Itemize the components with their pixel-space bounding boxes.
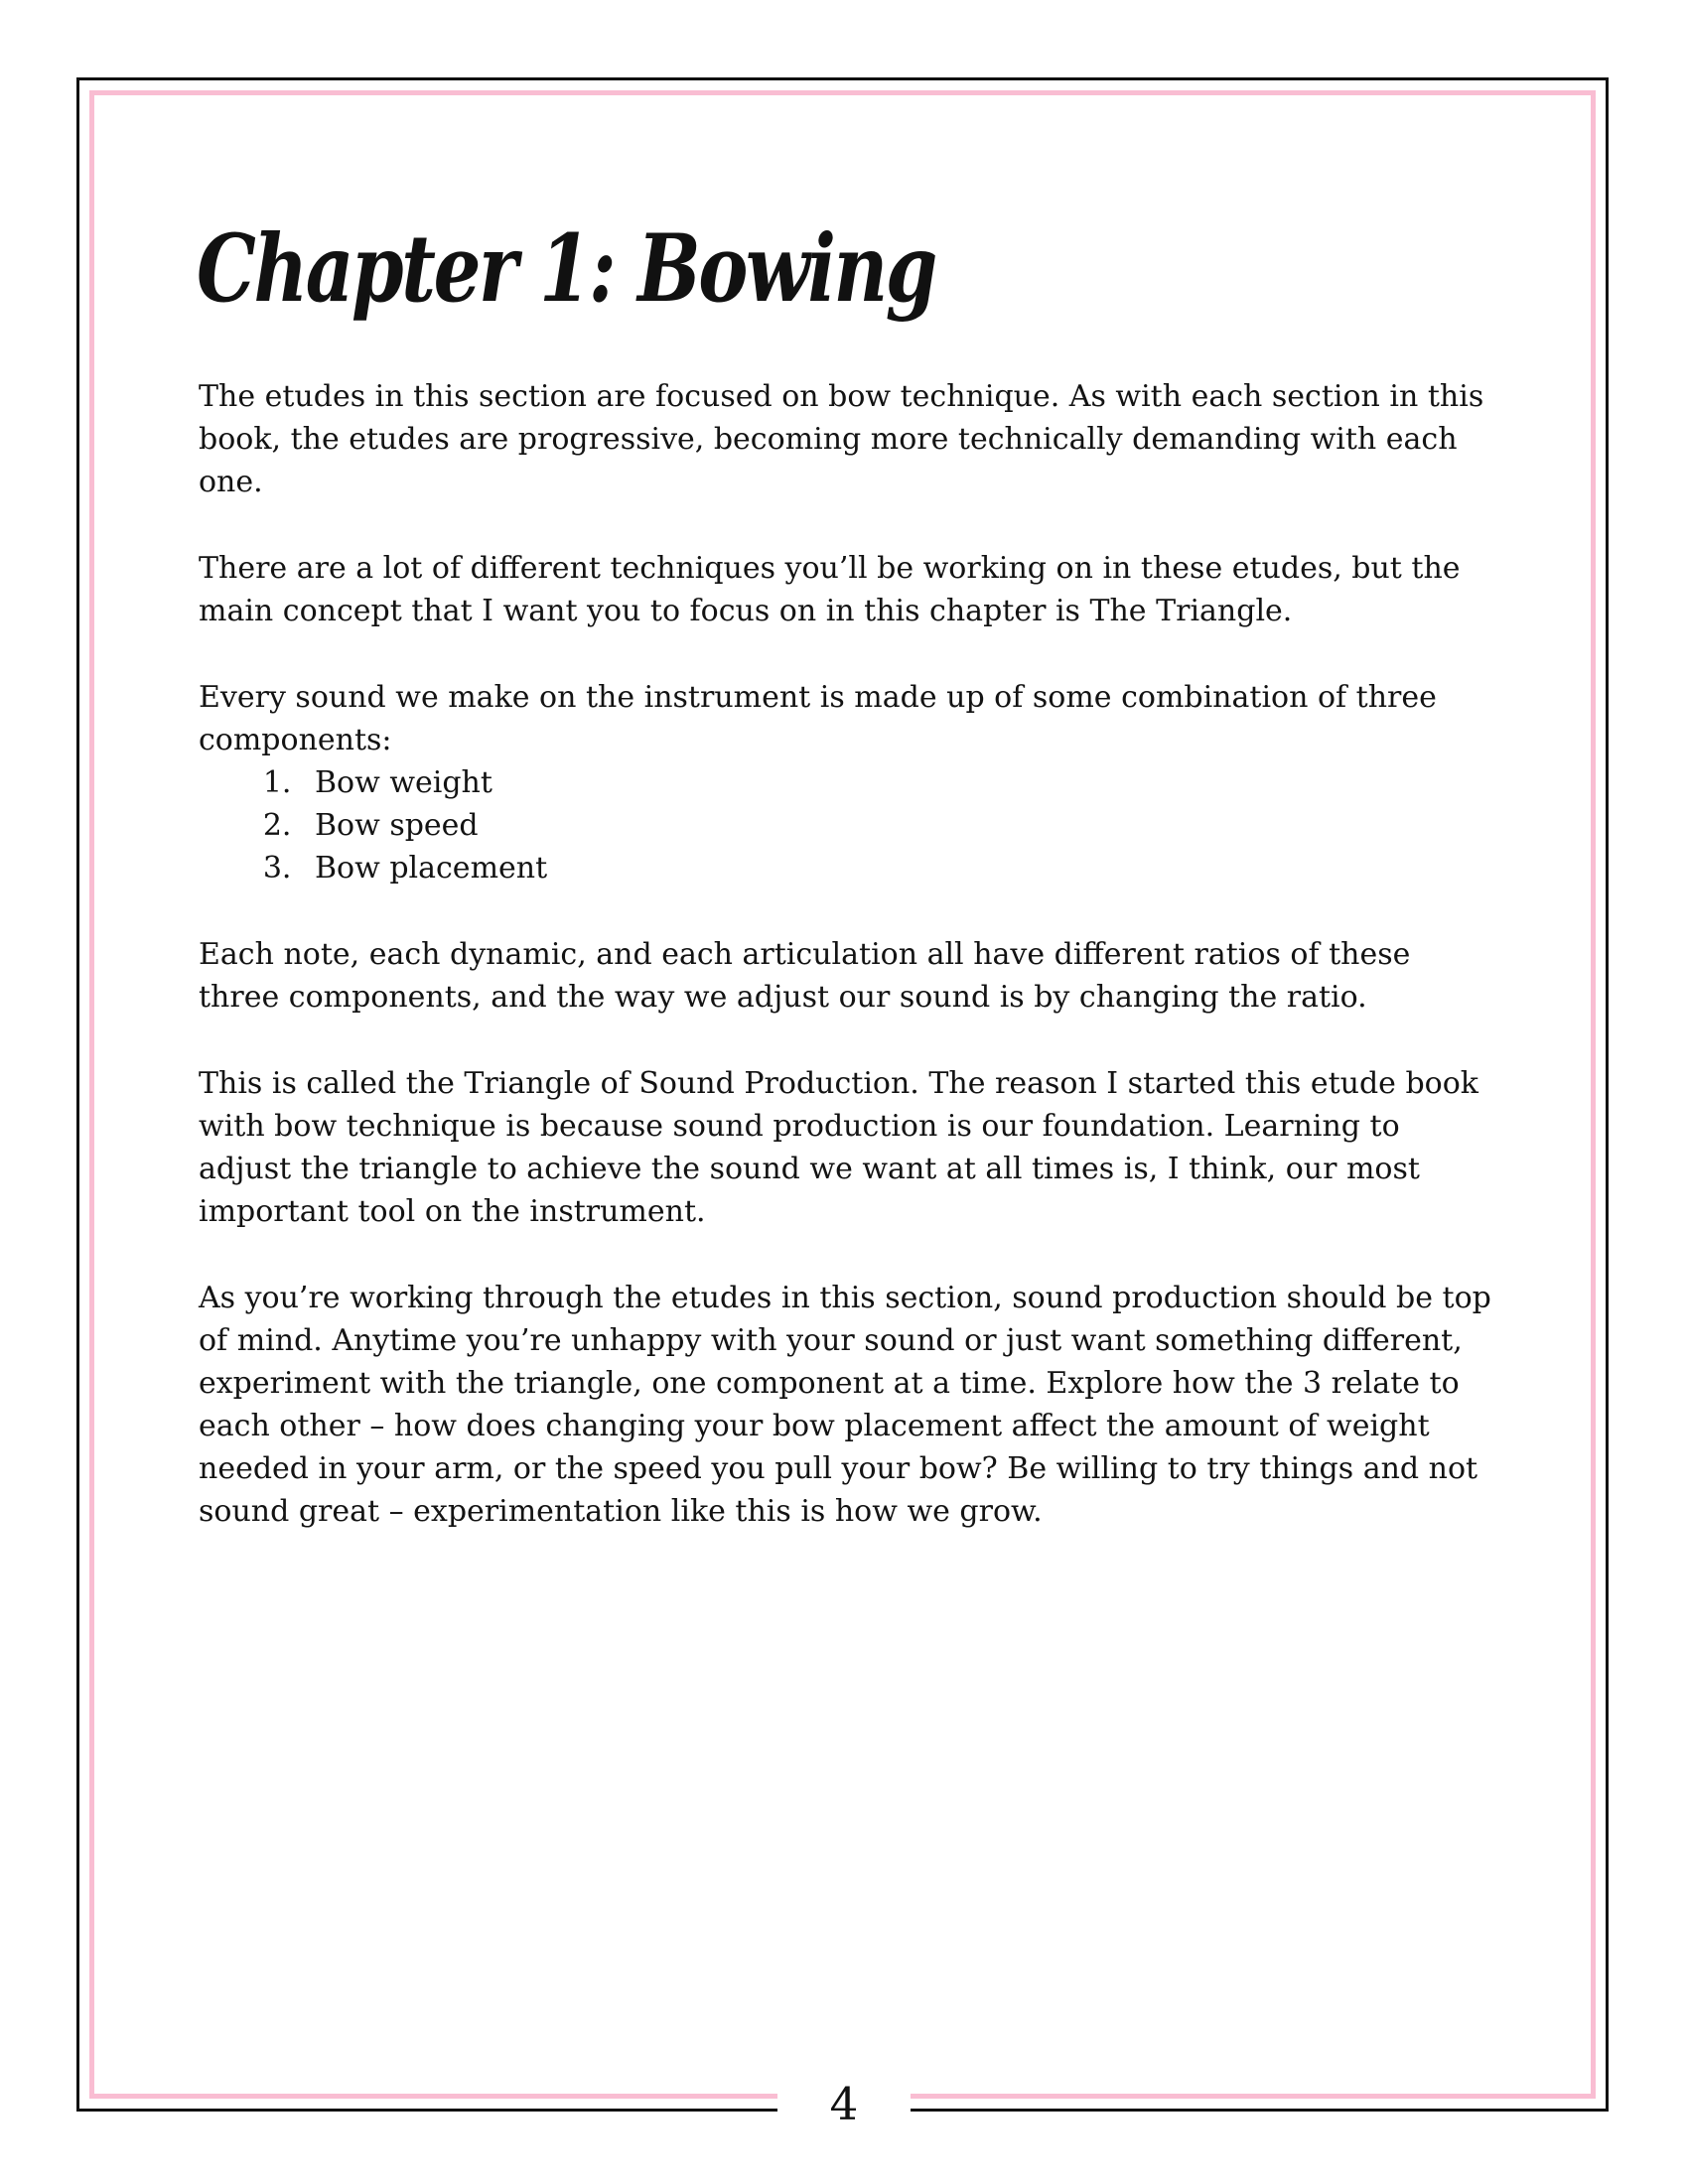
paragraph-intro: The etudes in this section are focused on bow technique. As with each section in this book, the etudes are progressive, becoming more technically demanding with each one. [199,379,1484,499]
body-text [199,375,1491,1576]
list-item-bow-weight: 1. Bow weight [301,761,1491,804]
paragraph-ratios: Each note, each dynamic, and each articulation all have different ratios of these three components, and the way we adjust our sound is by changing the ratio. [199,937,1411,1015]
page-number-footer [777,2067,911,2142]
components-list [199,761,1491,889]
paragraph-triangle-of-sound: This is called the Triangle of Sound Production. The reason I started this etude book with bow technique is because sound production is our foundation. Learning to adjust the triangle to achieve the sound we want at all times is, I think, our most important tool on the instrument. [199,1066,1478,1229]
list-item-bow-placement: 3. Bow placement [301,847,1491,889]
list-item-bow-speed: 2. Bow speed [301,804,1491,847]
paragraph-experimentation: As you’re working through the etudes in this section, sound production should be top of mind. Anytime you’re unhappy with your sound or just want something different, experiment with the triangle, one component at a time. Explore how the 3 relate to each other – how does changing your bow placement affect the amount of weight needed in your arm, or the speed you pull your bow? Be willing to try things and not sound great – experimentation like this is how we grow. [199,1281,1491,1529]
chapter-title: Chapter 1: Bowing [197,214,935,324]
paragraph-components-lead: Every sound we make on the instrument is made up of some combination of three components: [199,680,1437,757]
page-number: 4 [829,2078,859,2130]
paragraph-techniques: There are a lot of different techniques you’ll be working on in these etudes, but the main concept that I want you to focus on in this chapter is The Triangle. [199,551,1461,628]
